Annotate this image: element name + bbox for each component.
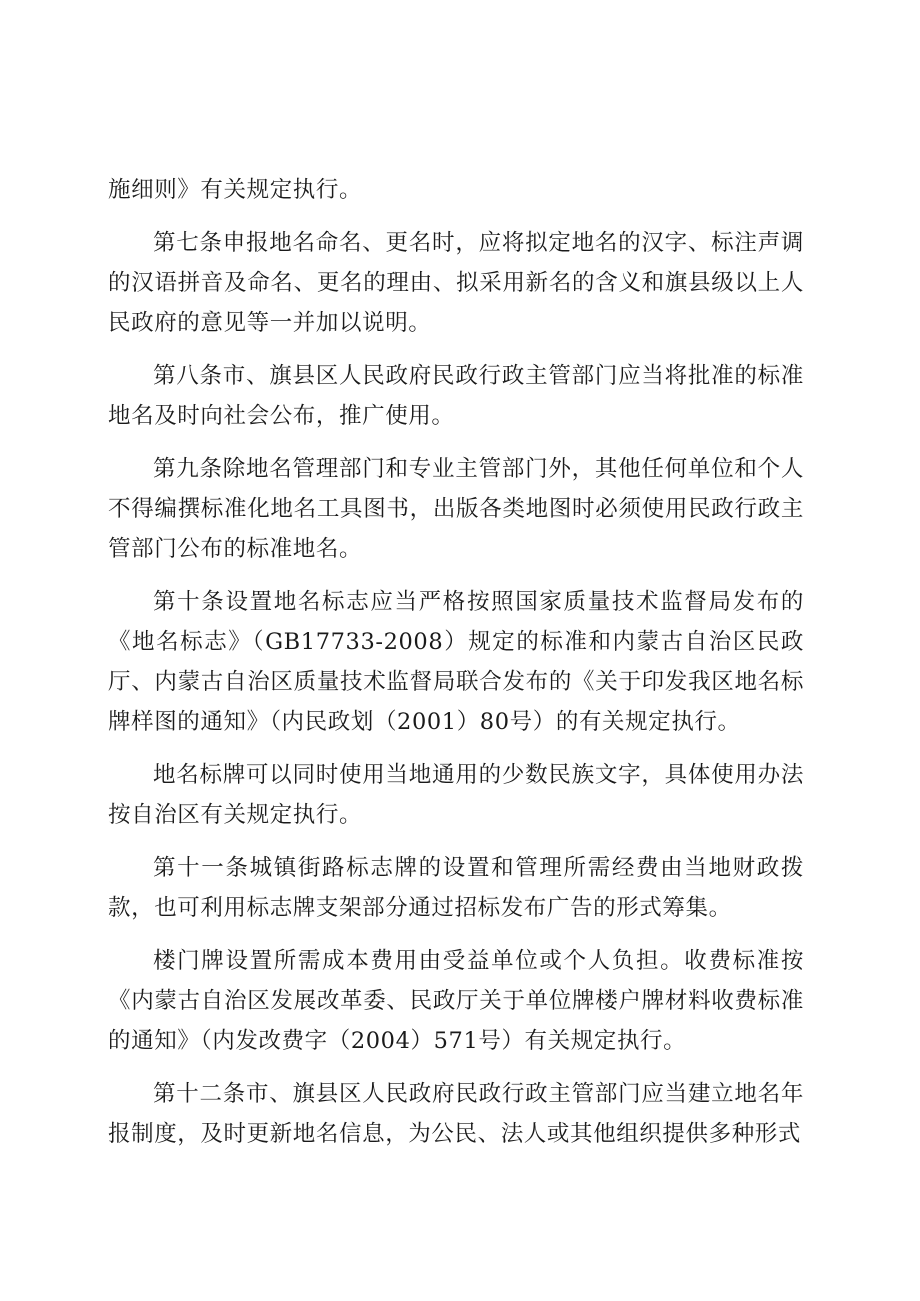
paragraph-article-8: 第八条市、旗县区人民政府民政行政主管部门应当将批准的标准地名及时向社会公布，推广使用。 — [108, 363, 804, 429]
paragraph-article-10-b: 地名标牌可以同时使用当地通用的少数民族文字，具体使用办法按自治区有关规定执行。 — [108, 762, 804, 828]
paragraph-article-9: 第九条除地名管理部门和专业主管部门外，其他任何单位和个人不得编撰标准化地名工具图书，出版各类地图时必须使用民政行政主管部门公布的标准地名。 — [108, 456, 804, 562]
paragraph-article-10: 第十条设置地名标志应当严格按照国家质量技术监督局发布的《地名标志》（GB17733-2008）规定的标准和内蒙古自治区民政厅、内蒙古自治区质量技术监督局联合发布的《关于印发我区地名标牌样图的通知》（内民政划（2001）80号）的有关规定执行。 — [108, 589, 804, 735]
paragraph-article-12: 第十二条市、旗县区人民政府民政行政主管部门应当建立地名年报制度，及时更新地名信息，为公民、法人或其他组织提供多种形式 — [108, 1081, 804, 1147]
paragraph-article-11: 第十一条城镇街路标志牌的设置和管理所需经费由当地财政拨款，也可利用标志牌支架部分通过招标发布广告的形式筹集。 — [108, 855, 804, 921]
paragraph-article-7: 第七条申报地名命名、更名时，应将拟定地名的汉字、标注声调的汉语拼音及命名、更名的理由、拟采用新名的含义和旗县级以上人民政府的意见等一并加以说明。 — [108, 230, 804, 336]
paragraph-article-11-b: 楼门牌设置所需成本费用由受益单位或个人负担。收费标准按《内蒙古自治区发展改革委、民政厅关于单位牌楼户牌材料收费标准的通知》（内发改费字（2004）571号）有关规定执行。 — [108, 948, 804, 1054]
document-body — [108, 170, 804, 1167]
paragraph-0: 施细则》有关规定执行。 — [108, 177, 363, 203]
